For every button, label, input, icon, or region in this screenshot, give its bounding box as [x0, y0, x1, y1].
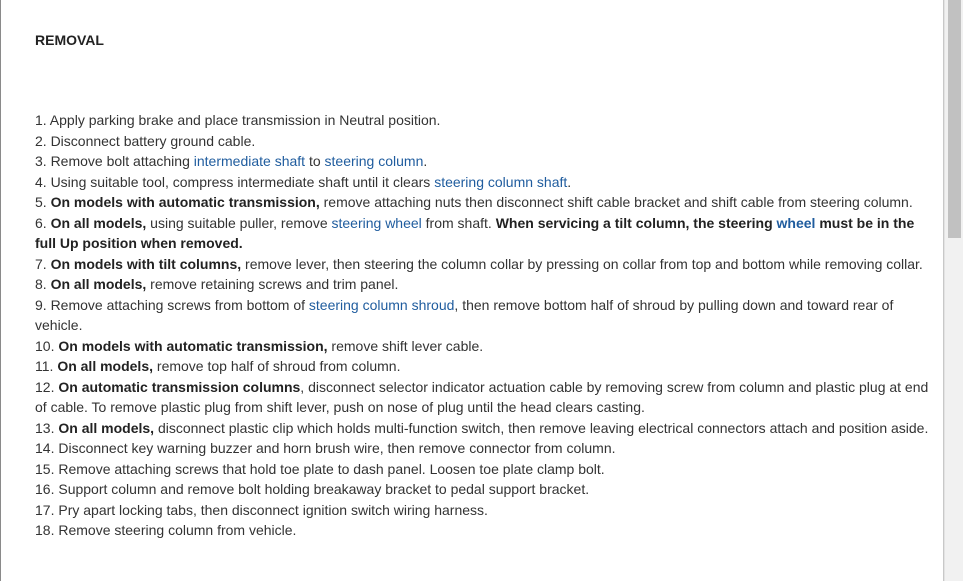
step-text: 3. Remove bolt attaching: [35, 153, 194, 169]
step-text: 18. Remove steering column from vehicle.: [35, 522, 297, 538]
emphasis-text: On all models,: [57, 358, 154, 374]
step-text: .: [423, 153, 428, 169]
emphasis-text: When servicing a tilt column, the steering: [495, 214, 777, 231]
step-text: 11.: [35, 358, 58, 374]
step-text: remove retaining screws and trim panel.: [146, 276, 399, 292]
emphasis-text: On all models,: [50, 214, 147, 231]
step-text: 9. Remove attaching screws from bottom of: [35, 296, 309, 313]
step-text: remove top half of shroud from column.: [153, 358, 401, 374]
step-text: remove shift lever cable.: [327, 337, 484, 354]
step-17: [35, 500, 935, 521]
step-text: remove attaching nuts then disconnect shift cable bracket and shift cable from steering column.: [319, 194, 913, 210]
step-text: 16. Support column and remove bolt holding breakaway bracket to pedal support bracket.: [35, 481, 590, 497]
step-text: 13.: [35, 419, 59, 436]
step-5: [35, 192, 935, 213]
glossary-link[interactable]: wheel: [776, 214, 816, 231]
step-14: [35, 438, 935, 459]
emphasis-text: On all models,: [50, 276, 147, 292]
step-text: remove lever, then steering the column collar by pressing on collar from top and bottom while removing collar.: [241, 255, 923, 272]
step-11: [35, 356, 935, 377]
step-text: 6.: [35, 214, 51, 231]
glossary-link[interactable]: intermediate shaft: [193, 153, 306, 169]
glossary-link[interactable]: steering column shaft: [434, 173, 568, 190]
step-text: 12.: [35, 378, 59, 395]
step-7: [35, 254, 935, 275]
emphasis-text: On models with tilt columns,: [50, 255, 242, 272]
step-text: 2. Disconnect battery ground cable.: [35, 132, 256, 149]
step-text: 15. Remove attaching screws that hold toe plate to dash panel. Loosen toe plate clamp bolt.: [35, 460, 605, 477]
step-9: [35, 295, 935, 336]
document-content: [35, 30, 935, 541]
removal-steps-list: [35, 110, 935, 541]
step-4: [35, 172, 935, 193]
step-text: to: [305, 153, 325, 169]
step-2: [35, 131, 935, 152]
step-text: 1. Apply parking brake and place transmission in Neutral position.: [35, 112, 441, 128]
step-text: 5.: [35, 194, 51, 210]
step-10: [35, 336, 935, 357]
step-15: [35, 459, 935, 480]
step-text: .: [567, 173, 572, 190]
step-text: from shaft.: [421, 214, 496, 231]
step-text: using suitable puller, remove: [146, 214, 332, 231]
glossary-link[interactable]: steering column shroud: [308, 296, 455, 313]
step-8: [35, 274, 935, 295]
step-text: , disconnect selector indicator actuation cable by removing screw from column and plastic plug at end of cable. To remove plastic plug from shift lever, push on nose of plug until the head clears casting.: [35, 378, 929, 415]
step-1: [35, 110, 935, 131]
step-text: 14. Disconnect key warning buzzer and horn brush wire, then remove connector from column.: [35, 440, 616, 456]
scrollbar-thumb[interactable]: [948, 0, 961, 238]
step-text: 7.: [35, 255, 51, 272]
step-text: 8.: [35, 276, 51, 292]
step-text: 17. Pry apart locking tabs, then disconnect ignition switch wiring harness.: [35, 501, 488, 518]
section-heading: REMOVAL: [35, 32, 104, 48]
emphasis-text: On automatic transmission columns: [58, 378, 301, 395]
vertical-scrollbar[interactable]: [944, 0, 963, 581]
step-12: [35, 377, 935, 418]
step-3: [35, 151, 935, 172]
emphasis-text: On models with automatic transmission,: [50, 194, 320, 210]
emphasis-text: On all models,: [58, 419, 155, 436]
glossary-link[interactable]: steering wheel: [331, 214, 422, 231]
glossary-link[interactable]: steering column: [324, 153, 424, 169]
emphasis-text: must be in the full Up position when removed.: [35, 214, 915, 251]
step-18: [35, 520, 935, 541]
step-text: , then remove bottom half of shroud by pulling down and toward rear of vehicle.: [35, 296, 894, 333]
step-text: disconnect plastic clip which holds multi-function switch, then remove leaving electrical connectors attach and position aside.: [154, 419, 929, 436]
step-text: 4. Using suitable tool, compress intermediate shaft until it clears: [35, 173, 435, 190]
step-16: [35, 479, 935, 500]
step-6: [35, 213, 935, 254]
step-text: 10.: [35, 337, 59, 354]
emphasis-text: On models with automatic transmission,: [58, 337, 328, 354]
step-13: [35, 418, 935, 439]
